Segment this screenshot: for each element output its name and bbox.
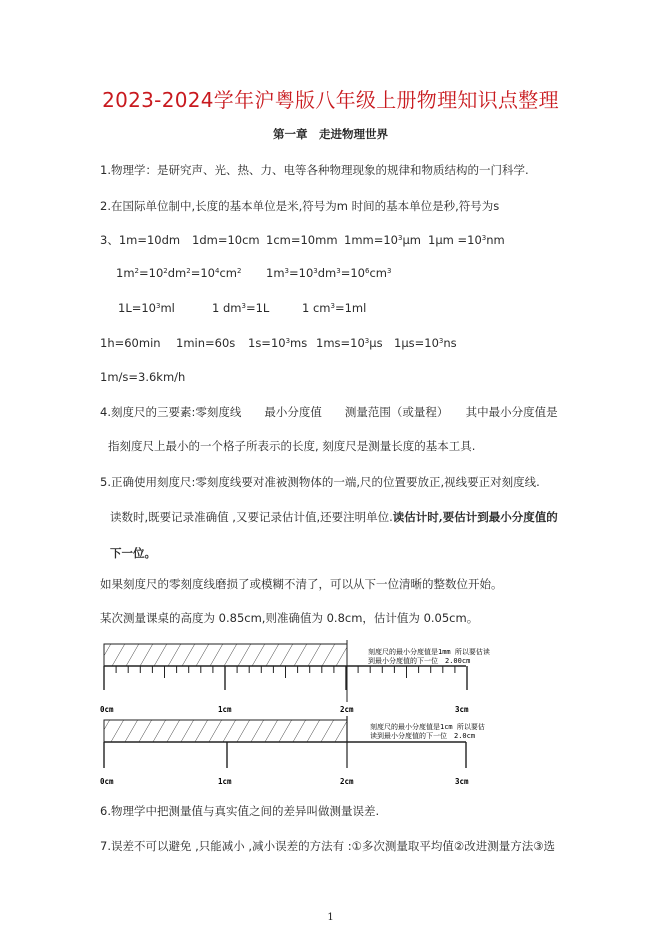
ruler-ticks — [104, 666, 467, 690]
paragraph-2: 2.在国际单位制中,长度的基本单位是米,符号为m 时间的基本单位是秒,符号为s — [100, 199, 500, 213]
unit-eq: 1dm=10cm — [192, 233, 260, 247]
unit-eq: $1L=10^3ml$ — [118, 301, 175, 315]
unit-eq: $1\mu s=10^3ns$ — [394, 336, 457, 350]
ruler-note-line2: 读到最小分度值的下一位 2.0cm — [370, 732, 476, 740]
tick-label-2: 2cm — [340, 705, 354, 714]
tick-label-1: 1cm — [218, 705, 232, 714]
unit-eq: 1h=60min — [100, 336, 161, 350]
tick-label-3: 3cm — [455, 777, 469, 786]
unit-eq: $1\mu m =10^3nm$ — [428, 233, 505, 247]
chapter-heading: 第一章 走进物理世界 — [273, 127, 388, 141]
page-number: 1 — [327, 912, 334, 923]
units-row-5: 1m/s=3.6km/h — [100, 370, 186, 384]
units-row-4 — [100, 336, 457, 350]
ruler-note-line2: 到最小分度值的下一位 2.00cm — [368, 657, 471, 665]
paragraph-4a: 4.刻度尺的三要素:零刻度线 最小分度值 测量范围（或量程） 其中最小分度值是 — [100, 405, 558, 419]
unit-eq: $1m^2=10^2dm^2=10^4cm^2$ — [116, 266, 242, 280]
paragraph-5c: 下一位。 — [110, 546, 156, 560]
ruler-diagram-mm — [100, 638, 570, 722]
paragraph-5e: 某次测量课桌的高度为 0.85cm,则准确值为 0.8cm，估计值为 0.05cm。 — [100, 611, 479, 625]
unit-eq: 1min=60s — [176, 336, 236, 350]
measured-object — [104, 720, 347, 742]
units-row-3 — [118, 301, 366, 315]
paragraph-4b: 指刻度尺上最小的一个格子所表示的长度, 刻度尺是测量长度的基本工具. — [108, 439, 476, 453]
tick-label-1: 1cm — [218, 777, 232, 786]
paragraph-5a: 5.正确使用刻度尺:零刻度线要对准被测物体的一端,尺的位置要放正,视线要正对刻度线. — [100, 475, 540, 489]
units-row-1 — [100, 232, 505, 248]
unit-eq: $1ms=10^3\mu s$ — [316, 336, 383, 350]
tick-label-3: 3cm — [455, 705, 469, 714]
paragraph-5d: 如果刻度尺的零刻度线磨损了或模糊不清了，可以从下一位清晰的整数位开始。 — [100, 577, 503, 591]
ruler-note-line1: 刻度尺的最小分度值是1mm 所以要估读 — [368, 648, 490, 656]
unit-eq: $1m^3=10^3dm^3=10^6cm^3$ — [266, 266, 392, 280]
tick-label-0: 0cm — [100, 777, 114, 786]
ruler-diagram-cm — [100, 712, 570, 792]
unit-eq: 1 $dm^3=1L$ — [212, 301, 270, 315]
paragraph-1: 1.物理学：是研究声、光、热、力、电等各种物理现象的规律和物质结构的一门科学. — [100, 163, 529, 177]
tick-label-2: 2cm — [340, 777, 354, 786]
document-title: 2023-2024学年沪粤版八年级上册物理知识点整理 — [102, 88, 559, 112]
tick-label-0: 0cm — [100, 705, 114, 714]
paragraph-7: 7.误差不可以避免 ,只能减小 ,减小误差的方法有 :①多次测量取平均值②改进测量方法③选 — [100, 839, 556, 853]
measured-object — [104, 644, 347, 666]
unit-eq: 1 $cm^3=1ml$ — [302, 301, 367, 315]
units-row-2 — [116, 266, 391, 280]
unit-eq: $1s=10^3ms$ — [248, 336, 308, 350]
paragraph-5b: 读数时,既要记录准确值 ,又要记录估计值,还要注明单位.读估计时,要估计到最小分度值的 — [110, 510, 558, 524]
unit-eq: 3、1m=10dm — [100, 233, 181, 247]
paragraph-6: 6.物理学中把测量值与真实值之间的差异叫做测量误差. — [100, 804, 380, 818]
unit-eq: 1cm=10mm — [266, 233, 338, 247]
ruler-note-line1: 刻度尺的最小分度值是1cm 所以要估 — [370, 723, 485, 731]
unit-eq: $1mm=10^3\mu m$ — [344, 233, 421, 247]
